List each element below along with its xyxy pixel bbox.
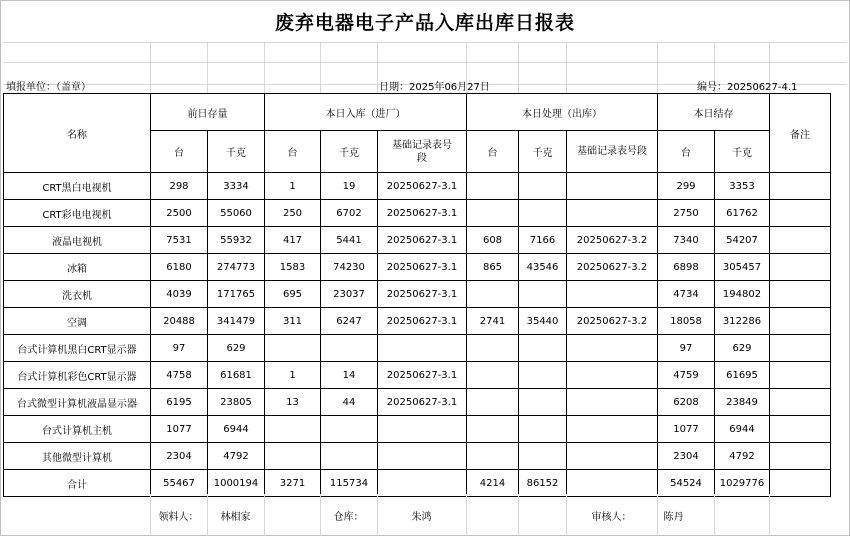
remark-cell: [770, 200, 831, 227]
in-record-cell: 20250627-3.1: [378, 389, 467, 416]
gridline: [207, 43, 208, 93]
header-unit: 台: [658, 131, 715, 173]
prev-kg-cell: 341479: [208, 308, 265, 335]
out-kg-cell: [519, 362, 567, 389]
gridline: [264, 43, 265, 93]
signature-row: [3, 494, 847, 536]
row-name-cell: 台式计算机彩色CRT显示器: [4, 362, 151, 389]
prev-units-cell: 20488: [151, 308, 208, 335]
in-record-cell: 20250627-3.1: [378, 281, 467, 308]
table-row: [4, 389, 831, 416]
in-units-cell: [265, 443, 321, 470]
end-units-cell: 4734: [658, 281, 715, 308]
in-units-cell: 250: [265, 200, 321, 227]
row-name-cell: 其他微型计算机: [4, 443, 151, 470]
remark-cell: [770, 173, 831, 200]
prev-kg-cell: 4792: [208, 443, 265, 470]
footer-blank: [466, 494, 518, 536]
in-record-cell: [378, 470, 467, 497]
out-units-cell: [467, 389, 519, 416]
in-units-cell: 311: [265, 308, 321, 335]
out-record-cell: [567, 200, 658, 227]
out-kg-cell: 43546: [519, 254, 567, 281]
table-row: [4, 362, 831, 389]
out-kg-cell: [519, 173, 567, 200]
header-record-text: 基础记录表号段: [577, 146, 647, 157]
in-kg-cell: 23037: [321, 281, 378, 308]
prev-kg-cell: 274773: [208, 254, 265, 281]
out-kg-cell: [519, 335, 567, 362]
gridline: [150, 43, 151, 93]
end-kg-cell: 54207: [715, 227, 770, 254]
in-record-cell: 20250627-3.1: [378, 173, 467, 200]
in-units-cell: 1: [265, 173, 321, 200]
end-units-cell: 6898: [658, 254, 715, 281]
prev-units-cell: 298: [151, 173, 208, 200]
in-record-cell: [378, 416, 467, 443]
blank-row: [3, 42, 847, 63]
end-units-cell: 7340: [658, 227, 715, 254]
end-units-cell: 97: [658, 335, 715, 362]
header-end-stock: 本日结存: [658, 94, 770, 131]
in-record-cell: 20250627-3.1: [378, 362, 467, 389]
report-title: 废弃电器电子产品入库出库日报表: [274, 12, 575, 34]
out-record-cell: [567, 362, 658, 389]
prev-kg-cell: 55060: [208, 200, 265, 227]
in-kg-cell: [321, 335, 378, 362]
end-kg-cell: 194802: [715, 281, 770, 308]
end-kg-cell: 312286: [715, 308, 770, 335]
end-units-cell: 6208: [658, 389, 715, 416]
prev-units-cell: 4758: [151, 362, 208, 389]
gridline: [657, 43, 658, 93]
out-record-cell: [567, 389, 658, 416]
end-units-cell: 1077: [658, 416, 715, 443]
remark-cell: [770, 443, 831, 470]
prev-kg-cell: 6944: [208, 416, 265, 443]
prev-units-cell: 55467: [151, 470, 208, 497]
row-name-cell: 台式计算机黑白CRT显示器: [4, 335, 151, 362]
header-record-text: 基础记录表号段: [392, 139, 452, 164]
out-units-cell: 865: [467, 254, 519, 281]
prev-units-cell: 1077: [151, 416, 208, 443]
out-record-cell: [567, 335, 658, 362]
in-kg-cell: 5441: [321, 227, 378, 254]
footer-blank: [769, 494, 847, 536]
blank-row: [3, 22, 847, 43]
row-name-cell: 液晶电视机: [4, 227, 151, 254]
out-units-cell: 4214: [467, 470, 519, 497]
remark-cell: [770, 416, 831, 443]
header-kg: 千克: [519, 131, 567, 173]
gridline: [518, 43, 519, 93]
in-units-cell: [265, 335, 321, 362]
in-kg-cell: 6247: [321, 308, 378, 335]
out-record-cell: 20250627-3.2: [567, 227, 658, 254]
end-kg-cell: 61695: [715, 362, 770, 389]
row-name-cell: 台式计算机主机: [4, 416, 151, 443]
prev-units-cell: 6180: [151, 254, 208, 281]
out-units-cell: [467, 335, 519, 362]
prev-kg-cell: 55932: [208, 227, 265, 254]
prev-kg-cell: 1000194: [208, 470, 265, 497]
end-kg-cell: 1029776: [715, 470, 770, 497]
end-units-cell: 2304: [658, 443, 715, 470]
warehouse-label: 仓库：: [320, 494, 377, 536]
prev-units-cell: 2304: [151, 443, 208, 470]
report-number: 编号：20250627-4.1: [697, 82, 798, 93]
out-units-cell: 2741: [467, 308, 519, 335]
fill-unit-label: 填报单位：（盖章）: [6, 82, 91, 93]
end-units-cell: 2750: [658, 200, 715, 227]
out-units-cell: [467, 362, 519, 389]
table-row: [4, 335, 831, 362]
row-name-cell: 冰箱: [4, 254, 151, 281]
receiver-label: 领料人：: [150, 494, 207, 536]
out-units-cell: 608: [467, 227, 519, 254]
out-kg-cell: [519, 416, 567, 443]
end-kg-cell: 61762: [715, 200, 770, 227]
out-record-cell: [567, 443, 658, 470]
out-kg-cell: [519, 389, 567, 416]
in-record-cell: 20250627-3.1: [378, 200, 467, 227]
in-units-cell: 1583: [265, 254, 321, 281]
gridline: [566, 43, 567, 93]
gridline: [320, 43, 321, 93]
header-record: [378, 131, 467, 173]
end-kg-cell: 305457: [715, 254, 770, 281]
out-units-cell: [467, 443, 519, 470]
row-name-cell: CRT彩电电视机: [4, 200, 151, 227]
header-in-today: 本日入库（进厂）: [265, 94, 467, 131]
header-unit: 台: [151, 131, 208, 173]
table-row: [4, 200, 831, 227]
remark-cell: [770, 227, 831, 254]
reviewer-label: 审核人：: [566, 494, 657, 536]
row-name-cell: 台式微型计算机液晶显示器: [4, 389, 151, 416]
header-remark: 备注: [770, 94, 831, 173]
out-kg-cell: 7166: [519, 227, 567, 254]
in-record-cell: 20250627-3.1: [378, 227, 467, 254]
table-row: [4, 416, 831, 443]
prev-units-cell: 7531: [151, 227, 208, 254]
in-kg-cell: 74230: [321, 254, 378, 281]
out-units-cell: [467, 281, 519, 308]
in-units-cell: 13: [265, 389, 321, 416]
out-record-cell: [567, 173, 658, 200]
in-record-cell: 20250627-3.1: [378, 308, 467, 335]
out-kg-cell: 35440: [519, 308, 567, 335]
header-name: 名称: [4, 94, 151, 173]
out-kg-cell: [519, 200, 567, 227]
footer-blank: [264, 494, 320, 536]
out-record-cell: [567, 470, 658, 497]
footer-blank: [714, 494, 769, 536]
header-unit: 台: [467, 131, 519, 173]
in-units-cell: 1: [265, 362, 321, 389]
in-kg-cell: 6702: [321, 200, 378, 227]
out-units-cell: [467, 173, 519, 200]
end-kg-cell: 3353: [715, 173, 770, 200]
footer-blank: [3, 494, 150, 536]
receiver-name: 林相家: [207, 494, 264, 536]
out-record-cell: 20250627-3.2: [567, 254, 658, 281]
row-name-cell: 合计: [4, 470, 151, 497]
in-kg-cell: [321, 416, 378, 443]
table-row: [4, 443, 831, 470]
in-kg-cell: 14: [321, 362, 378, 389]
out-record-cell: [567, 281, 658, 308]
end-units-cell: 18058: [658, 308, 715, 335]
in-units-cell: 695: [265, 281, 321, 308]
end-units-cell: 54524: [658, 470, 715, 497]
in-kg-cell: 115734: [321, 470, 378, 497]
in-record-cell: [378, 443, 467, 470]
in-units-cell: [265, 416, 321, 443]
header-out-today: 本日处理（出库）: [467, 94, 658, 131]
prev-kg-cell: 171765: [208, 281, 265, 308]
row-name-cell: 空调: [4, 308, 151, 335]
end-units-cell: 4759: [658, 362, 715, 389]
prev-units-cell: 4039: [151, 281, 208, 308]
row-name-cell: CRT黑白电视机: [4, 173, 151, 200]
remark-cell: [770, 335, 831, 362]
prev-kg-cell: 23805: [208, 389, 265, 416]
table-row: [4, 173, 831, 200]
header-kg: 千克: [208, 131, 265, 173]
in-units-cell: 417: [265, 227, 321, 254]
end-kg-cell: 629: [715, 335, 770, 362]
end-kg-cell: 23849: [715, 389, 770, 416]
prev-units-cell: 6195: [151, 389, 208, 416]
out-kg-cell: [519, 281, 567, 308]
header-kg: 千克: [715, 131, 770, 173]
table-row: [4, 254, 831, 281]
header-record: [567, 131, 658, 173]
row-name-cell: 洗衣机: [4, 281, 151, 308]
prev-kg-cell: 629: [208, 335, 265, 362]
in-kg-cell: 19: [321, 173, 378, 200]
prev-units-cell: 2500: [151, 200, 208, 227]
out-record-cell: 20250627-3.2: [567, 308, 658, 335]
in-kg-cell: 44: [321, 389, 378, 416]
header-unit: 台: [265, 131, 321, 173]
out-kg-cell: [519, 443, 567, 470]
prev-units-cell: 97: [151, 335, 208, 362]
stock-table: [3, 93, 831, 497]
header-kg: 千克: [321, 131, 378, 173]
header-prev-stock: 前日存量: [151, 94, 265, 131]
in-record-cell: 20250627-3.1: [378, 254, 467, 281]
in-units-cell: 3271: [265, 470, 321, 497]
gridline: [377, 43, 378, 93]
report-date: 日期：2025年06月27日: [379, 82, 490, 93]
prev-kg-cell: 3334: [208, 173, 265, 200]
out-kg-cell: 86152: [519, 470, 567, 497]
end-kg-cell: 6944: [715, 416, 770, 443]
table-row: [4, 227, 831, 254]
remark-cell: [770, 470, 831, 497]
total-row: [4, 470, 831, 497]
end-kg-cell: 4792: [715, 443, 770, 470]
out-record-cell: [567, 416, 658, 443]
prev-kg-cell: 61681: [208, 362, 265, 389]
remark-cell: [770, 389, 831, 416]
table-row: [4, 308, 831, 335]
out-units-cell: [467, 200, 519, 227]
table-row: [4, 281, 831, 308]
remark-cell: [770, 308, 831, 335]
warehouse-name: 朱鸿: [377, 494, 466, 536]
out-units-cell: [467, 416, 519, 443]
remark-cell: [770, 362, 831, 389]
in-kg-cell: [321, 443, 378, 470]
end-units-cell: 299: [658, 173, 715, 200]
reviewer-name: 陈丹: [657, 494, 714, 536]
footer-blank: [518, 494, 566, 536]
remark-cell: [770, 254, 831, 281]
remark-cell: [770, 281, 831, 308]
in-record-cell: [378, 335, 467, 362]
